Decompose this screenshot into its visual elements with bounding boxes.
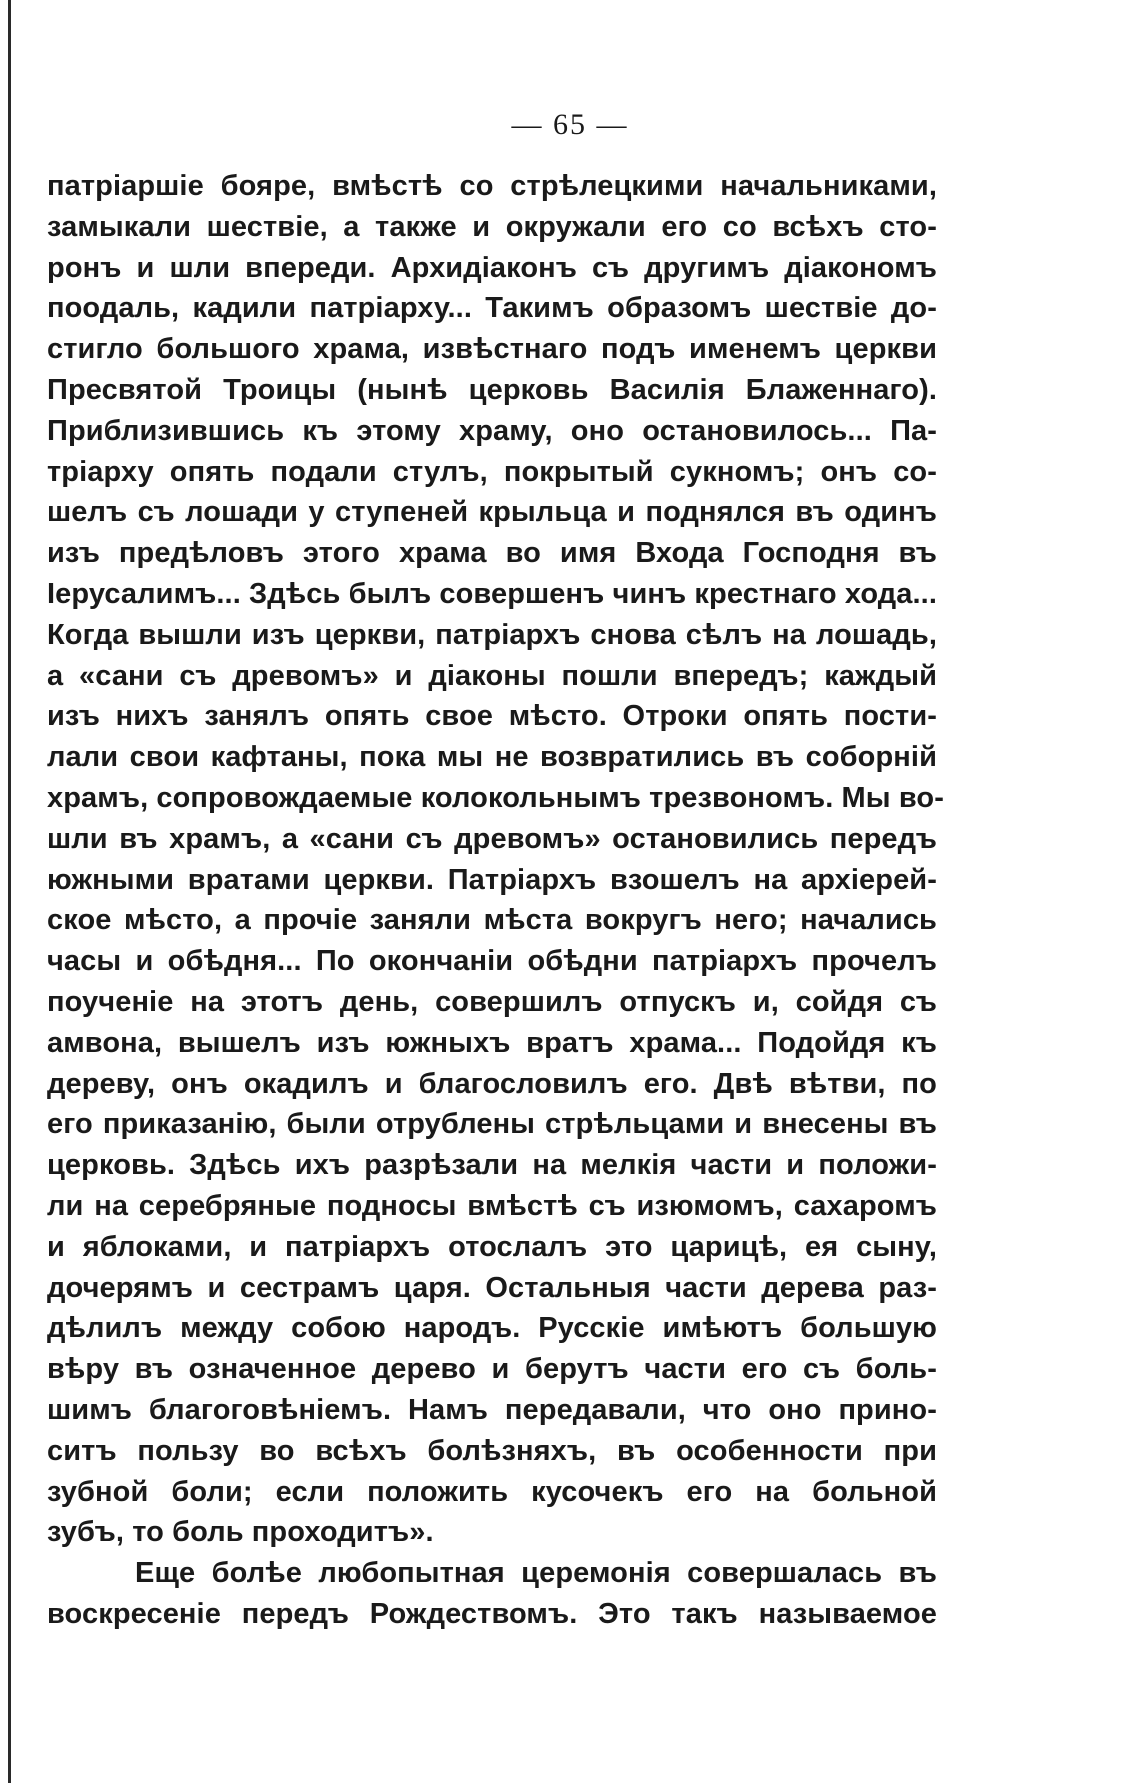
text-line: Когда вышли изъ церкви, патріархъ снова сѣлъ на лошадь, xyxy=(47,618,937,651)
text-line: дочерямъ и сестрамъ царя. Остальныя части дерева раз- xyxy=(47,1271,937,1304)
text-line: церковь. Здѣсь ихъ разрѣзали на мелкія части и положи- xyxy=(47,1149,937,1182)
text-line: часы и обѣдня... По окончаніи обѣдни патріархъ прочелъ xyxy=(47,945,937,978)
text-line: храмъ, сопровождаемые колокольнымъ трезвономъ. Мы во- xyxy=(47,781,944,814)
text-line: поученіе на этотъ день, совершилъ отпускъ и, сойдя съ xyxy=(47,985,937,1018)
text-line: ситъ пользу во всѣхъ болѣзняхъ, въ особенности при xyxy=(47,1434,937,1467)
text-line: южными вратами церкви. Патріархъ взошелъ на архіерей- xyxy=(47,863,937,896)
text-line: поодаль, кадили патріарху... Такимъ образомъ шествіе до- xyxy=(47,292,937,325)
page-number: — 65 — xyxy=(511,108,629,141)
text-line: ское мѣсто, а прочіе заняли мѣста вокругъ него; начались xyxy=(47,904,937,937)
text-line: патріаршіе бояре, вмѣстѣ со стрѣлецкими начальниками, xyxy=(47,170,937,202)
text-line: ронъ и шли впереди. Архидіаконъ съ другимъ діакономъ xyxy=(47,251,937,284)
text-line: зубъ, то боль проходитъ». xyxy=(47,1516,434,1549)
text-line: шли въ храмъ, а «сани съ древомъ» остановились передъ xyxy=(47,822,937,855)
text-line: дереву, онъ окадилъ и благословилъ его. Двѣ вѣтви, по xyxy=(47,1067,937,1100)
page-edge-rule xyxy=(8,0,11,1783)
text-line: Іерусалимъ... Здѣсь былъ совершенъ чинъ крестнаго хода... xyxy=(47,577,937,610)
text-line: амвона, вышелъ изъ южныхъ вратъ храма... Подойдя къ xyxy=(47,1026,937,1059)
text-line: стигло большого храма, извѣстнаго подъ именемъ церкви xyxy=(47,333,937,366)
text-line: тріарху опять подали стулъ, покрытый сукномъ; онъ со- xyxy=(47,455,937,488)
text-line: изъ предѣловъ этого храма во имя Входа Господня въ xyxy=(47,537,937,570)
text-line: воскресеніе передъ Рождествомъ. Это такъ называемое xyxy=(47,1597,937,1630)
text-line: вѣру въ означенное дерево и берутъ части его съ боль- xyxy=(47,1353,937,1386)
text-line: шелъ съ лошади у ступеней крыльца и поднялся въ одинъ xyxy=(47,496,937,529)
text-line: зубной боли; если положить кусочекъ его на больной xyxy=(47,1475,937,1508)
text-line: лали свои кафтаны, пока мы не возвратились въ соборній xyxy=(47,741,937,774)
paragraph-first-line: Еще болѣе любопытная церемонія совершалась въ xyxy=(135,1557,937,1590)
text-line: шимъ благоговѣніемъ. Намъ передавали, что оно прино- xyxy=(47,1393,937,1426)
text-line: изъ нихъ занялъ опять свое мѣсто. Отроки опять пости- xyxy=(47,700,937,733)
text-line: его приказанію, были отрублены стрѣльцами и внесены въ xyxy=(47,1108,937,1141)
text-line: Приблизившись къ этому храму, оно остановилось... Па- xyxy=(47,414,937,447)
text-line: Пресвятой Троицы (нынѣ церковь Василія Блаженнаго). xyxy=(47,373,937,406)
text-line: и яблоками, и патріархъ отослалъ это царицѣ, ея сыну, xyxy=(47,1230,937,1263)
body-text xyxy=(47,166,944,1635)
text-line: дѣлилъ между собою народъ. Русскіе имѣютъ большую xyxy=(47,1312,937,1345)
text-line: замыкали шествіе, а также и окружали его со всѣхъ сто- xyxy=(47,210,937,243)
text-line: ли на серебряные подносы вмѣстѣ съ изюмомъ, сахаромъ xyxy=(47,1189,937,1222)
text-line: а «сани съ древомъ» и діаконы пошли впередъ; каждый xyxy=(47,659,937,692)
